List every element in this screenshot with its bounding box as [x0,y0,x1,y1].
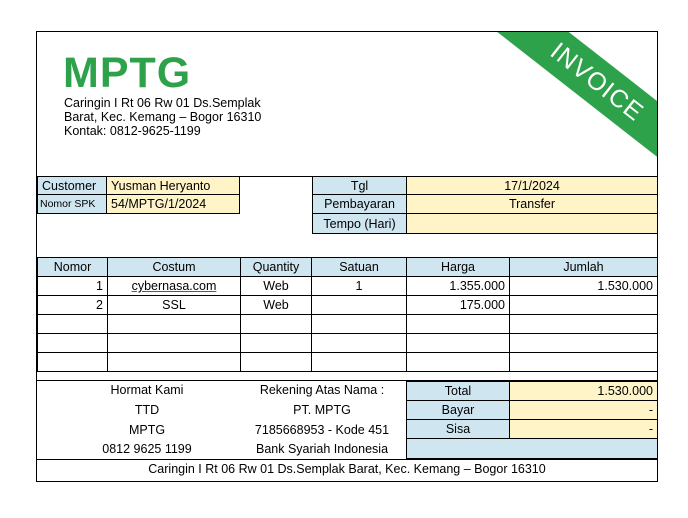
cell-quantity [240,333,312,353]
cell-text: 175.000 [459,298,505,312]
bank-account-number: 7185668953 - Kode 451 [254,423,390,437]
cell-satuan [311,276,407,296]
cell-jumlah [509,352,658,372]
sign-hormat: Hormat Kami [110,383,184,397]
col-header-costum: Costum [107,257,241,277]
cell-satuan [311,314,407,334]
tgl-value: 17/1/2024 [406,176,658,195]
address-line: Barat, Kec. Kemang – Bogor 16310 [64,110,262,124]
cell-quantity [240,276,312,296]
cell-jumlah [509,276,658,296]
tempo-value [406,213,658,234]
col-header-satuan: Satuan [311,257,407,277]
col-header-jumlah: Jumlah [509,257,658,277]
sign-ttd: TTD [134,403,160,417]
cell-satuan [311,333,407,353]
invoice-ribbon: INVOICE [473,31,658,186]
cell-satuan [311,295,407,315]
col-header-harga: Harga [406,257,510,277]
spk-value: 54/MPTG/1/2024 [106,194,240,214]
cell-quantity [240,314,312,334]
cell-text: 1.355.000 [449,279,505,293]
company-logo: MPTG [63,49,192,97]
company-address [64,96,261,138]
pembayaran-value: Transfer [406,194,658,214]
cell-costum [107,333,241,353]
cell-costum [107,276,241,296]
cell-harga [406,295,510,315]
cell-nomor [37,314,108,334]
total-value: 1.530.000 [509,381,658,401]
cell-costum [107,295,241,315]
bank-account-label: Rekening Atas Nama : [259,383,385,397]
sisa-value: - [509,419,658,439]
cell-costum [107,314,241,334]
cell-text: cybernasa.com [131,279,217,293]
sisa-label: Sisa [406,419,510,439]
cell-nomor [37,352,108,372]
sign-company: MPTG [128,423,166,437]
cell-costum [107,352,241,372]
customer-value: Yusman Heryanto [106,176,240,195]
cell-nomor [37,276,108,296]
address-line: Kontak: 0812-9625-1199 [64,124,201,138]
cell-satuan [311,352,407,372]
cell-jumlah [509,295,658,315]
cell-text: 1 [96,279,103,293]
cell-harga [406,333,510,353]
tgl-label: Tgl [312,176,407,195]
bayar-value: - [509,400,658,420]
cell-harga [406,352,510,372]
cell-quantity [240,352,312,372]
cell-text: 1.530.000 [597,279,653,293]
bottom-address: Caringin I Rt 06 Rw 01 Ds.Semplak Barat, Kec. Kemang – Bogor 16310 [148,462,546,476]
col-header-quantity: Quantity [240,257,312,277]
cell-text: Web [263,298,289,312]
bank-name: Bank Syariah Indonesia [255,442,389,456]
spk-label: Nomor SPK [37,194,107,214]
bank-highlight-cell [406,438,658,459]
cell-text: Web [263,279,289,293]
tempo-label: Tempo (Hari) [312,213,407,234]
bank-account-name: PT. MPTG [293,403,351,417]
cell-harga [406,276,510,296]
bayar-label: Bayar [406,400,510,420]
cell-nomor [37,333,108,353]
total-label: Total [406,381,510,401]
cell-jumlah [509,333,658,353]
cell-text: 1 [355,279,363,293]
cell-text: 2 [96,298,103,312]
cell-nomor [37,295,108,315]
cell-text: SSL [162,298,186,312]
pembayaran-label: Pembayaran [312,194,407,214]
cell-quantity [240,295,312,315]
cell-jumlah [509,314,658,334]
divider [37,459,657,460]
col-header-nomor: Nomor [37,257,108,277]
cell-harga [406,314,510,334]
address-line: Caringin I Rt 06 Rw 01 Ds.Semplak [64,96,261,110]
invoice-sheet [36,31,658,482]
sign-phone: 0812 9625 1199 [102,442,192,456]
customer-label: Customer [37,176,107,195]
